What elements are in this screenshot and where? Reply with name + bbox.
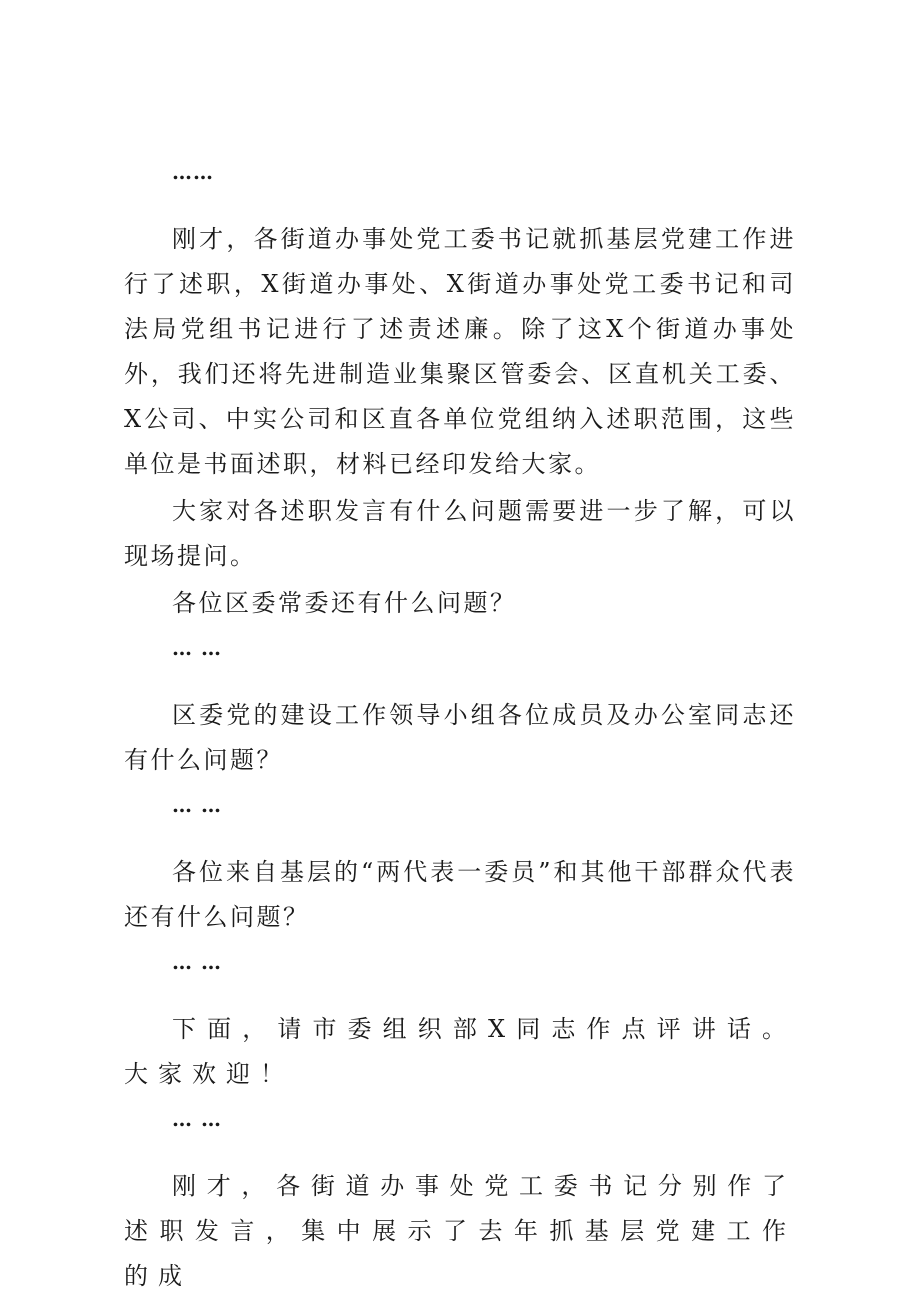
paragraph-representatives-question: 各位来自基层的“两代表一委员”和其他干部群众代表还有什么问题？ — [124, 858, 796, 931]
paragraph-report-summary: 刚才，各街道办事处党工委书记就抓基层党建工作进行了述职，X街道办事处、X街道办事处党工委书记和司法局党组书记进行了述责述廉。除了这X个街道办事处外，我们还将先进制造业集聚区管委会、区直机关工委、X公司、中实公司和区直各单位党组纳入述职范围，这些单位是书面述职，材料已经印发给大家。 — [124, 225, 796, 478]
paragraph-invite-questions: 大家对各述职发言有什么问题需要进一步了解，可以现场提问。 — [124, 497, 796, 570]
ellipsis-line: … … — [172, 793, 222, 817]
paragraph-introduce-speaker: 下面，请市委组织部X同志作点评讲话。大家欢迎！ — [124, 1015, 796, 1088]
document-page — [124, 150, 796, 1299]
ellipsis-line: … … — [172, 636, 222, 660]
paragraph-standing-committee-question: 各位区委常委还有什么问题？ — [172, 589, 517, 617]
paragraph-commentary-start: 刚才，各街道办事处党工委书记分别作了述职发言，集中展示了去年抓基层党建工作的成 — [124, 1172, 796, 1290]
ellipsis-line: …… — [172, 160, 214, 184]
paragraph-leading-group-question: 区委党的建设工作领导小组各位成员及办公室同志还有什么问题？ — [124, 701, 796, 774]
ellipsis-line: … … — [172, 950, 222, 974]
ellipsis-line: … … — [172, 1107, 222, 1131]
